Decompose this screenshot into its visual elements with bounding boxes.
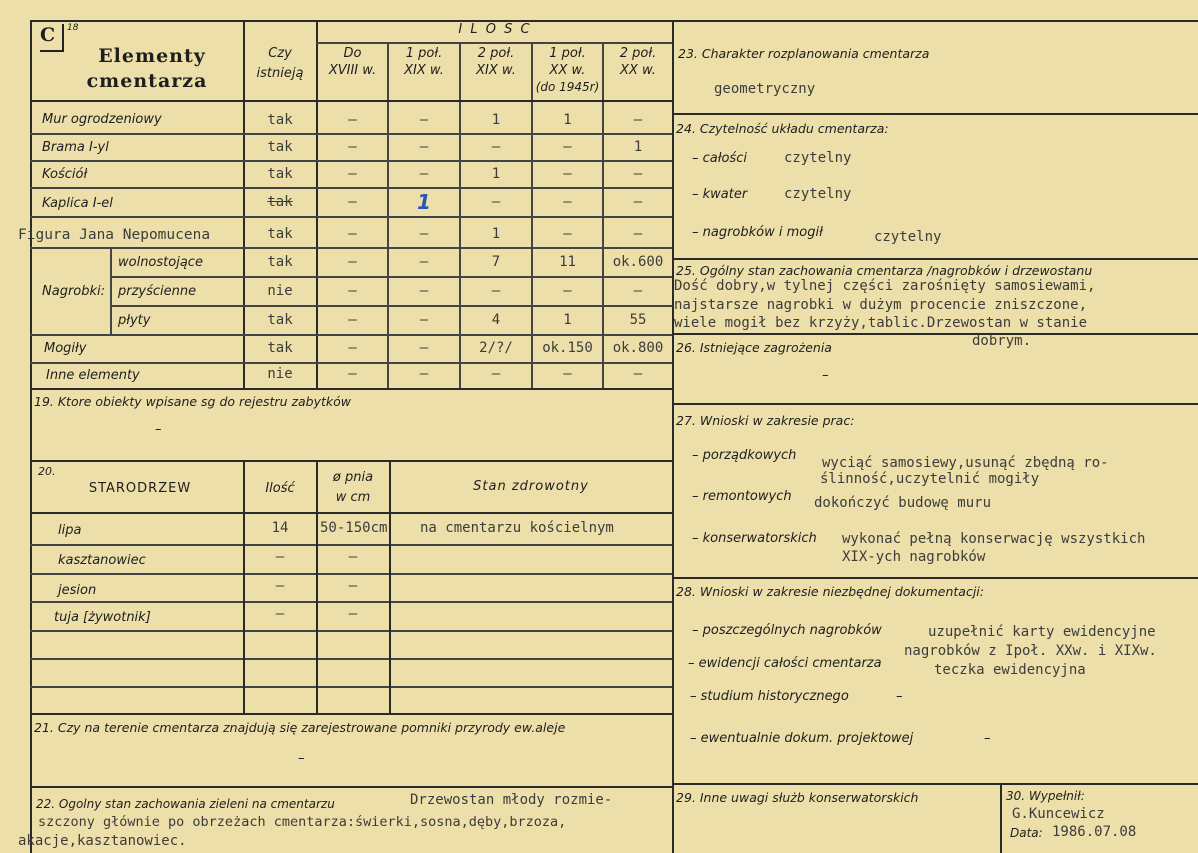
row-line xyxy=(30,601,672,603)
s27-label: 27. Wnioski w zakresie prac: xyxy=(676,413,855,428)
count-cell: 1 xyxy=(417,190,431,214)
s24-item-label: – kwater xyxy=(692,187,748,202)
column-header: 1 poł. xyxy=(549,46,586,61)
count-cell: – xyxy=(419,139,429,155)
s27-item-value: dokończyć budowę muru xyxy=(814,495,992,511)
count-cell: – xyxy=(419,340,429,356)
exist-cell: tak xyxy=(267,112,293,128)
s27-bottom-line xyxy=(672,577,1198,579)
count-cell: – xyxy=(563,366,572,382)
s30-label: 30. Wypełnił: xyxy=(1006,789,1085,803)
table-bottom-line xyxy=(30,388,672,390)
column-header: 2 poł. xyxy=(477,46,515,61)
s28-bottom-line xyxy=(672,783,1198,785)
row-line xyxy=(30,573,672,575)
s23-label: 23. Charakter rozplanowania cmentarza xyxy=(678,46,930,61)
s20-number: 20. xyxy=(38,465,56,478)
tree-count: – xyxy=(275,578,285,594)
count-cell: 1 xyxy=(563,312,572,328)
s20-title: STARODRZEW xyxy=(88,481,192,496)
tree-name: tuja [żywotnik] xyxy=(54,610,151,625)
count-cell: – xyxy=(419,226,429,242)
column-header: XIX w. xyxy=(404,63,444,78)
count-cell: – xyxy=(419,166,429,182)
s22-text: Drzewostan młody rozmie- xyxy=(410,792,613,808)
s30-date: 1986.07.08 xyxy=(1052,824,1137,840)
count-cell: – xyxy=(491,366,501,382)
count-cell: – xyxy=(633,366,643,382)
count-cell: – xyxy=(419,254,429,270)
s22-text: akacje,kasztanowiec. xyxy=(18,833,187,849)
table-col-line xyxy=(459,42,461,388)
s27-item-label: – porządkowych xyxy=(692,448,797,463)
s25-text: Dość dobry,w tylnej części zarośnięty samosiewami, xyxy=(674,278,1096,294)
s24-label: 24. Czytelność układu cmentarza: xyxy=(676,121,889,136)
s27-item-label: – konserwatorskich xyxy=(692,531,817,546)
row-line xyxy=(30,686,672,688)
row-label: przyścienne xyxy=(118,284,197,299)
column-header: XVIII w. xyxy=(328,63,377,78)
s19-value: – xyxy=(155,422,162,437)
s24-item-value: czytelny xyxy=(874,229,942,245)
count-cell: ok.600 xyxy=(612,254,664,270)
count-cell: – xyxy=(419,366,429,382)
column-header: 1 poł. xyxy=(405,46,443,61)
count-cell: 1 xyxy=(491,112,501,128)
exist-cell: tak xyxy=(267,340,293,356)
row-label: Figura Jana Nepomucena xyxy=(18,227,211,243)
tree-name: kasztanowiec xyxy=(58,553,146,568)
s29-s30-divider xyxy=(1000,783,1002,853)
s26-bottom-line xyxy=(672,403,1198,405)
column-header: 2 poł. xyxy=(619,46,657,61)
tree-name: lipa xyxy=(58,523,82,538)
s28-item-value: nagrobków z Ipoł. XXw. i XIXw. xyxy=(904,643,1157,659)
row-label: Kościół xyxy=(42,167,88,182)
table-col-line xyxy=(387,42,389,388)
row-label: Brama I-yl xyxy=(42,140,109,155)
s20-col-ilosc: Ilość xyxy=(265,481,295,496)
s27-item-value: ślinność,uczytelnić mogiły xyxy=(820,471,1040,487)
count-cell: ok.800 xyxy=(612,340,664,356)
s26-label: 26. Istniejące zagrożenia xyxy=(676,340,832,355)
s28-item-label: – ewentualnie dokum. projektowej xyxy=(690,731,914,746)
count-cell: – xyxy=(633,194,643,210)
row-line xyxy=(30,334,672,336)
tree-name: jesion xyxy=(58,583,97,598)
count-cell: – xyxy=(348,254,357,270)
count-cell: – xyxy=(563,226,572,242)
starodrzew-bottom-line xyxy=(30,713,672,715)
count-cell: – xyxy=(348,226,357,242)
s25-text: dobrym. xyxy=(972,333,1032,349)
exist-cell: tak xyxy=(267,254,293,270)
count-cell: 2/?/ xyxy=(479,340,513,356)
exist-cell: tak xyxy=(267,226,293,242)
count-cell: – xyxy=(348,366,357,382)
row-line xyxy=(30,544,672,546)
s26-value: – xyxy=(822,368,829,383)
count-cell: – xyxy=(419,283,429,299)
frame-left-line xyxy=(30,20,32,853)
title-line2: cmentarza xyxy=(86,70,208,92)
exist-cell: tak xyxy=(267,194,293,210)
count-cell: 4 xyxy=(491,312,501,328)
table-col-line xyxy=(602,42,604,388)
title-line1: Elementy xyxy=(98,45,206,67)
tree-count: – xyxy=(275,549,285,565)
count-cell: – xyxy=(348,139,357,155)
s25-label: 25. Ogólny stan zachowania cmentarza /nagrobków i drzewostanu xyxy=(676,263,1093,278)
s25-text: najstarsze nagrobki w dużym procencie zniszczone, xyxy=(674,297,1088,313)
s24-bottom-line xyxy=(672,258,1198,260)
column-header: Do xyxy=(343,46,362,61)
count-cell: – xyxy=(419,112,429,128)
count-cell: – xyxy=(348,112,357,128)
row-line xyxy=(30,216,672,218)
count-cell: – xyxy=(348,166,357,182)
starodrzew-header-line xyxy=(30,512,672,514)
row-label: wolnostojące xyxy=(118,255,203,270)
s20-col-stan: Stan zdrowotny xyxy=(473,479,589,494)
count-cell: – xyxy=(348,312,357,328)
count-cell: 1 xyxy=(491,166,501,182)
count-cell: – xyxy=(491,139,501,155)
exist-cell: tak xyxy=(267,312,293,328)
count-cell: – xyxy=(563,194,572,210)
column-header: XX w. xyxy=(620,63,656,78)
s30-date-label: Data: xyxy=(1010,826,1043,840)
ilosc-underline xyxy=(316,42,672,44)
nagrobki-divider xyxy=(110,247,112,334)
tree-trunk: – xyxy=(348,578,358,594)
count-cell: – xyxy=(348,194,357,210)
row-label: Kaplica I-el xyxy=(42,196,113,211)
count-cell: – xyxy=(633,166,643,182)
s23-value: geometryczny xyxy=(714,81,816,97)
s20-col-pien-2: w cm xyxy=(335,490,371,505)
count-cell: – xyxy=(491,283,501,299)
table-header-line xyxy=(30,100,672,102)
exist-cell: nie xyxy=(267,283,293,299)
nagrobki-label: Nagrobki: xyxy=(42,284,106,299)
s22-text: szczony głównie po obrzeżach cmentarza:świerki,sosna,dęby,brzoza, xyxy=(38,814,567,830)
s30-name: G.Kuncewicz xyxy=(1012,806,1105,822)
count-cell: – xyxy=(633,226,643,242)
s27-item-value: wykonać pełną konserwację wszystkich xyxy=(842,531,1146,547)
s28-item-value: teczka ewidencyjna xyxy=(934,662,1086,678)
s27-item-value: XIX-ych nagrobków xyxy=(842,549,986,565)
row-line xyxy=(30,362,672,364)
row-label: Inne elementy xyxy=(46,368,140,383)
count-cell: 1 xyxy=(633,139,643,155)
row-line xyxy=(30,630,672,632)
section-letter: C xyxy=(40,24,64,52)
count-cell: 1 xyxy=(563,112,572,128)
s24-item-label: – całości xyxy=(692,151,747,166)
count-cell: 11 xyxy=(559,254,576,270)
count-cell: – xyxy=(633,283,643,299)
s21-value: – xyxy=(298,751,305,766)
s22-label: 22. Ogolny stan zachowania zieleni na cmentarzu xyxy=(36,797,335,811)
count-cell: – xyxy=(563,139,572,155)
row-line xyxy=(30,247,672,249)
row-label: Mogiły xyxy=(44,341,87,356)
s24-item-value: czytelny xyxy=(784,150,852,166)
row-line xyxy=(30,160,672,162)
count-cell: 7 xyxy=(491,254,501,270)
row-line xyxy=(30,187,672,189)
s23-bottom-line xyxy=(672,113,1198,115)
s25-text: wiele mogił bez krzyży,tablic.Drzewostan w stanie xyxy=(674,315,1088,331)
ilosc-label: I L O S C xyxy=(458,22,532,37)
s28-item-value: – xyxy=(984,731,991,746)
row-line xyxy=(30,133,672,135)
tree-trunk: 50-150cm xyxy=(320,520,388,536)
s20-col-pien-1: ø pnia xyxy=(332,470,374,485)
tree-trunk: – xyxy=(348,606,358,622)
s21-bottom-line xyxy=(30,786,672,788)
col-exist-line2: istnieją xyxy=(256,66,304,81)
s27-item-value: wyciąć samosiewy,usunąć zbędną ro- xyxy=(822,455,1109,471)
s29-label: 29. Inne uwagi służb konserwatorskich xyxy=(676,790,919,805)
count-cell: – xyxy=(491,194,501,210)
exist-cell: tak xyxy=(267,166,293,182)
s28-item-label: – poszczególnych nagrobków xyxy=(692,623,882,638)
starodrzew-col-line xyxy=(389,460,391,713)
section-number: 18 xyxy=(67,23,79,33)
count-cell: – xyxy=(563,166,572,182)
exist-cell: tak xyxy=(267,139,293,155)
count-cell: ok.150 xyxy=(542,340,593,356)
starodrzew-top-line xyxy=(30,460,672,462)
s24-item-label: – nagrobków i mogił xyxy=(692,225,823,240)
count-cell: – xyxy=(419,312,429,328)
count-cell: – xyxy=(633,112,643,128)
s28-item-label: – studium historycznego xyxy=(690,689,849,704)
row-line xyxy=(110,276,672,278)
s28-item-value: uzupełnić karty ewidencyjne xyxy=(928,624,1156,640)
middle-divider xyxy=(672,20,674,853)
count-cell: 1 xyxy=(491,226,501,242)
row-label: płyty xyxy=(118,313,151,328)
exist-cell: nie xyxy=(267,366,293,382)
tree-count: 14 xyxy=(271,520,289,536)
s27-item-label: – remontowych xyxy=(692,489,792,504)
s24-item-value: czytelny xyxy=(784,186,852,202)
s21-label: 21. Czy na terenie cmentarza znajdują się zarejestrowane pomniki przyrody ew.aleje xyxy=(34,720,566,735)
count-cell: – xyxy=(348,283,357,299)
column-header: XX w. xyxy=(549,63,586,78)
count-cell: 55 xyxy=(629,312,647,328)
row-line xyxy=(110,305,672,307)
count-cell: – xyxy=(348,340,357,356)
column-header: (do 1945r) xyxy=(535,80,600,94)
tree-trunk: – xyxy=(348,549,358,565)
s19-label: 19. Ktore obiekty wpisane sg do rejestru zabytków xyxy=(34,394,352,409)
tree-condition: na cmentarzu kościelnym xyxy=(420,520,614,536)
row-line xyxy=(30,658,672,660)
s28-label: 28. Wnioski w zakresie niezbędnej dokumentacji: xyxy=(676,584,984,599)
count-cell: – xyxy=(563,283,572,299)
tree-count: – xyxy=(275,606,285,622)
s25-bottom-line xyxy=(672,333,1198,335)
s28-item-label: – ewidencji całości cmentarza xyxy=(688,656,882,671)
s28-item-value: – xyxy=(896,689,903,704)
row-label: Mur ogrodzeniowy xyxy=(42,112,162,127)
column-header: XIX w. xyxy=(476,63,516,78)
col-exist-line1: Czy xyxy=(268,46,292,61)
